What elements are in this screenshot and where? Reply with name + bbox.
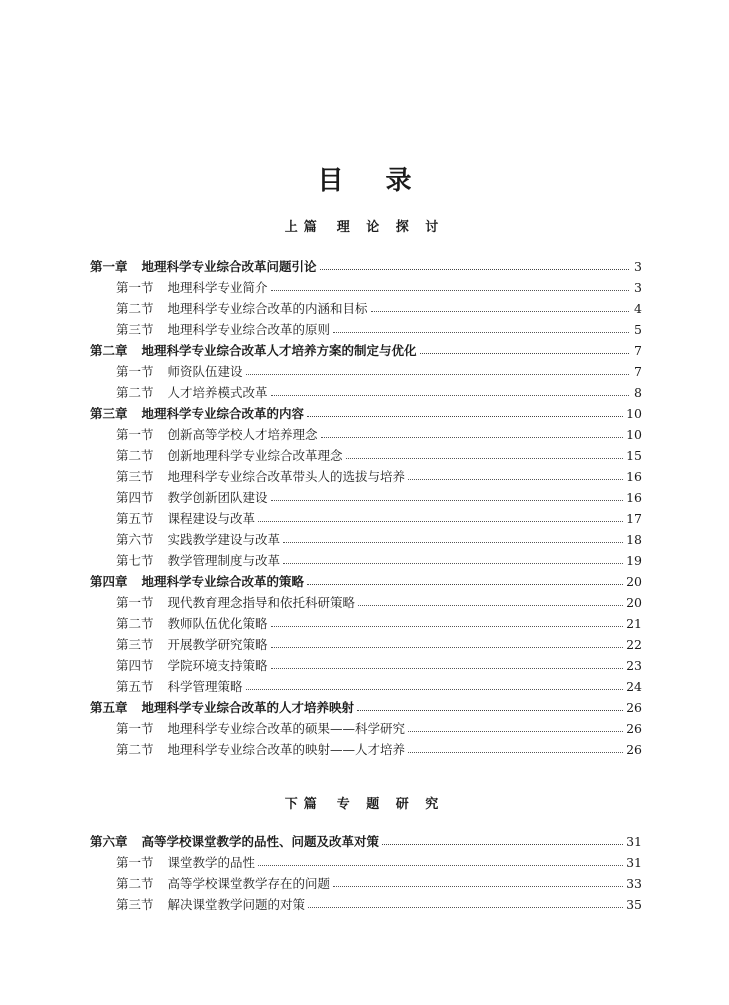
toc-section-entry[interactable] [90,424,642,445]
part-1-heading [0,216,729,235]
toc-entry-title: 人才培养模式改革 [167,385,268,400]
dot-leader [308,907,623,908]
toc-entry-number: 第六章 [90,834,128,849]
toc-chapter-entry[interactable] [90,256,642,277]
toc-section-entry[interactable] [90,852,642,873]
toc-page-number: 26 [626,721,642,736]
toc-entry-label [116,529,280,550]
toc-entry-title: 地理科学专业综合改革的映射——人才培养 [167,742,406,757]
toc-entry-number: 第一节 [116,280,154,295]
toc-page-number: 10 [626,427,642,442]
toc-chapter-entry[interactable] [90,697,642,718]
toc-entry-number: 第四章 [90,574,128,589]
toc-page-number: 3 [634,280,642,295]
toc-section-entry[interactable] [90,655,642,676]
toc-section-entry[interactable] [90,361,642,382]
toc-page-number: 10 [626,406,642,421]
toc-entry-number: 第二节 [116,742,154,757]
toc-entry-title: 高等学校课堂教学的品性、问题及改革对策 [141,834,380,849]
toc-entry-label [116,277,268,298]
dot-leader [271,290,629,291]
part-2-label: 下篇 [284,797,323,812]
toc-entry-title: 创新高等学校人才培养理念 [167,427,318,442]
toc-entry-label [116,655,268,676]
toc-entry-label [116,466,405,487]
toc-entry-number: 第二章 [90,343,128,358]
toc-entry-label [90,256,317,277]
toc-entry-label [90,403,304,424]
toc-entry-label [116,613,268,634]
toc-entry-number: 第三章 [90,406,128,421]
toc-page-number: 5 [634,322,642,337]
dot-leader [246,374,629,375]
toc-entry-label [116,852,255,873]
toc-section-entry[interactable] [90,634,642,655]
toc-section-entry[interactable] [90,529,642,550]
dot-leader [382,844,623,845]
toc-entry-label [116,873,330,894]
toc-entry-number: 第六节 [116,532,154,547]
dot-leader [283,542,623,543]
dot-leader [320,269,629,270]
toc-entry-title: 地理科学专业综合改革人才培养方案的制定与优化 [141,343,417,358]
toc-entry-number: 第五章 [90,700,128,715]
toc-page-number: 20 [626,595,642,610]
toc-entry-label [116,487,268,508]
toc-section-entry[interactable] [90,613,642,634]
toc-page-number: 19 [626,553,642,568]
toc-page-number: 23 [626,658,642,673]
toc-entry-label [116,634,268,655]
dot-leader [271,647,624,648]
toc-entry-label [90,340,417,361]
dot-leader [271,668,624,669]
toc-page-number: 4 [634,301,642,316]
toc-entry-number: 第二节 [116,616,154,631]
toc-entry-number: 第四节 [116,658,154,673]
dot-leader [358,605,623,606]
dot-leader [258,865,623,866]
toc-entry-label [116,676,243,697]
toc-page-number: 7 [634,343,642,358]
toc-section-entry[interactable] [90,487,642,508]
toc-entry-number: 第一节 [116,855,154,870]
toc-entry-label [90,697,354,718]
toc-page-number: 3 [634,259,642,274]
toc-entry-title: 地理科学专业综合改革的人才培养映射 [141,700,355,715]
page-title-char-2: 录 [385,166,412,196]
toc-entry-title: 地理科学专业综合改革的原则 [167,322,331,337]
toc-entry-label [116,894,305,915]
toc-entry-label [116,298,368,319]
part-1-name: 理 论 探 讨 [336,220,445,235]
toc-entry-title: 实践教学建设与改革 [167,532,281,547]
toc-entry-title: 高等学校课堂教学存在的问题 [167,876,331,891]
toc-entry-title: 地理科学专业简介 [167,280,268,295]
part-1-label: 上篇 [284,220,323,235]
dot-leader [333,332,629,333]
toc-page-number: 22 [626,637,642,652]
dot-leader [408,479,623,480]
toc-entry-title: 地理科学专业综合改革的内涵和目标 [167,301,368,316]
toc-section-entry[interactable] [90,739,642,760]
toc-part-2 [90,831,642,915]
part-2-name: 专 题 研 究 [336,797,445,812]
toc-entry-number: 第二节 [116,876,154,891]
toc-page-number: 18 [626,532,642,547]
toc-entry-title: 开展教学研究策略 [167,637,268,652]
toc-entry-label [116,382,268,403]
toc-page-number: 16 [626,490,642,505]
dot-leader [357,710,623,711]
toc-section-entry[interactable] [90,894,642,915]
toc-entry-number: 第七节 [116,553,154,568]
toc-entry-label [116,592,355,613]
dot-leader [258,521,623,522]
toc-entry-number: 第四节 [116,490,154,505]
part-2-heading [0,793,729,812]
toc-entry-number: 第一节 [116,721,154,736]
toc-entry-number: 第二节 [116,448,154,463]
toc-entry-title: 地理科学专业综合改革的内容 [141,406,305,421]
dot-leader [307,584,623,585]
toc-entry-title: 师资队伍建设 [167,364,243,379]
toc-chapter-entry[interactable] [90,403,642,424]
toc-entry-title: 科学管理策略 [167,679,243,694]
toc-page-number: 21 [626,616,642,631]
toc-section-entry[interactable] [90,277,642,298]
toc-page-number: 26 [626,742,642,757]
toc-entry-label [116,508,255,529]
toc-section-entry[interactable] [90,382,642,403]
toc-entry-number: 第一节 [116,427,154,442]
toc-part-1 [90,256,642,760]
toc-section-entry[interactable] [90,466,642,487]
dot-leader [333,886,623,887]
dot-leader [283,563,623,564]
toc-page-number: 31 [626,834,642,849]
toc-entry-title: 教学管理制度与改革 [167,553,281,568]
toc-entry-title: 地理科学专业综合改革的硕果——科学研究 [167,721,406,736]
dot-leader [420,353,629,354]
dot-leader [408,752,623,753]
toc-page-number: 20 [626,574,642,589]
toc-entry-label [90,571,304,592]
toc-chapter-entry[interactable] [90,340,642,361]
toc-entry-label [116,424,318,445]
dot-leader [321,437,624,438]
toc-section-entry[interactable] [90,592,642,613]
dot-leader [371,311,629,312]
dot-leader [346,458,624,459]
toc-entry-label [116,361,243,382]
toc-entry-number: 第二节 [116,385,154,400]
toc-entry-title: 教学创新团队建设 [167,490,268,505]
toc-entry-label [116,550,280,571]
toc-page-number: 24 [626,679,642,694]
toc-chapter-entry[interactable] [90,831,642,852]
page-title [0,160,729,197]
toc-page-number: 15 [626,448,642,463]
toc-page-number: 26 [626,700,642,715]
toc-entry-number: 第三节 [116,469,154,484]
toc-section-entry[interactable] [90,445,642,466]
toc-section-entry[interactable] [90,873,642,894]
toc-entry-number: 第三节 [116,897,154,912]
toc-entry-number: 第一节 [116,364,154,379]
toc-entry-number: 第二节 [116,301,154,316]
toc-entry-title: 课堂教学的品性 [167,855,256,870]
toc-page-number: 33 [626,876,642,891]
toc-entry-title: 课程建设与改革 [167,511,256,526]
toc-entry-title: 地理科学专业综合改革的策略 [141,574,305,589]
toc-page-number: 35 [626,897,642,912]
toc-chapter-entry[interactable] [90,571,642,592]
toc-entry-number: 第三节 [116,322,154,337]
dot-leader [271,626,624,627]
toc-entry-title: 创新地理科学专业综合改革理念 [167,448,343,463]
toc-page-number: 17 [626,511,642,526]
dot-leader [246,689,624,690]
page-title-char-1: 目 [317,166,344,196]
toc-entry-title: 学院环境支持策略 [167,658,268,673]
toc-page-number: 31 [626,855,642,870]
toc-entry-title: 地理科学专业综合改革带头人的选拔与培养 [167,469,406,484]
dot-leader [307,416,623,417]
toc-entry-number: 第五节 [116,679,154,694]
toc-section-entry[interactable] [90,550,642,571]
toc-entry-title: 解决课堂教学问题的对策 [167,897,306,912]
toc-entry-label [116,718,405,739]
toc-entry-number: 第五节 [116,511,154,526]
toc-section-entry[interactable] [90,298,642,319]
toc-section-entry[interactable] [90,676,642,697]
toc-section-entry[interactable] [90,508,642,529]
dot-leader [271,395,629,396]
toc-entry-label [90,831,379,852]
toc-entry-label [116,445,343,466]
toc-entry-title: 现代教育理念指导和依托科研策略 [167,595,356,610]
toc-entry-title: 教师队伍优化策略 [167,616,268,631]
toc-page-number: 8 [634,385,642,400]
toc-entry-label [116,319,330,340]
toc-entry-number: 第一节 [116,595,154,610]
toc-entry-number: 第一章 [90,259,128,274]
toc-page-number: 7 [634,364,642,379]
dot-leader [408,731,623,732]
toc-entry-label [116,739,405,760]
dot-leader [271,500,624,501]
toc-entry-number: 第三节 [116,637,154,652]
toc-section-entry[interactable] [90,319,642,340]
toc-entry-title: 地理科学专业综合改革问题引论 [141,259,317,274]
toc-section-entry[interactable] [90,718,642,739]
toc-page-number: 16 [626,469,642,484]
